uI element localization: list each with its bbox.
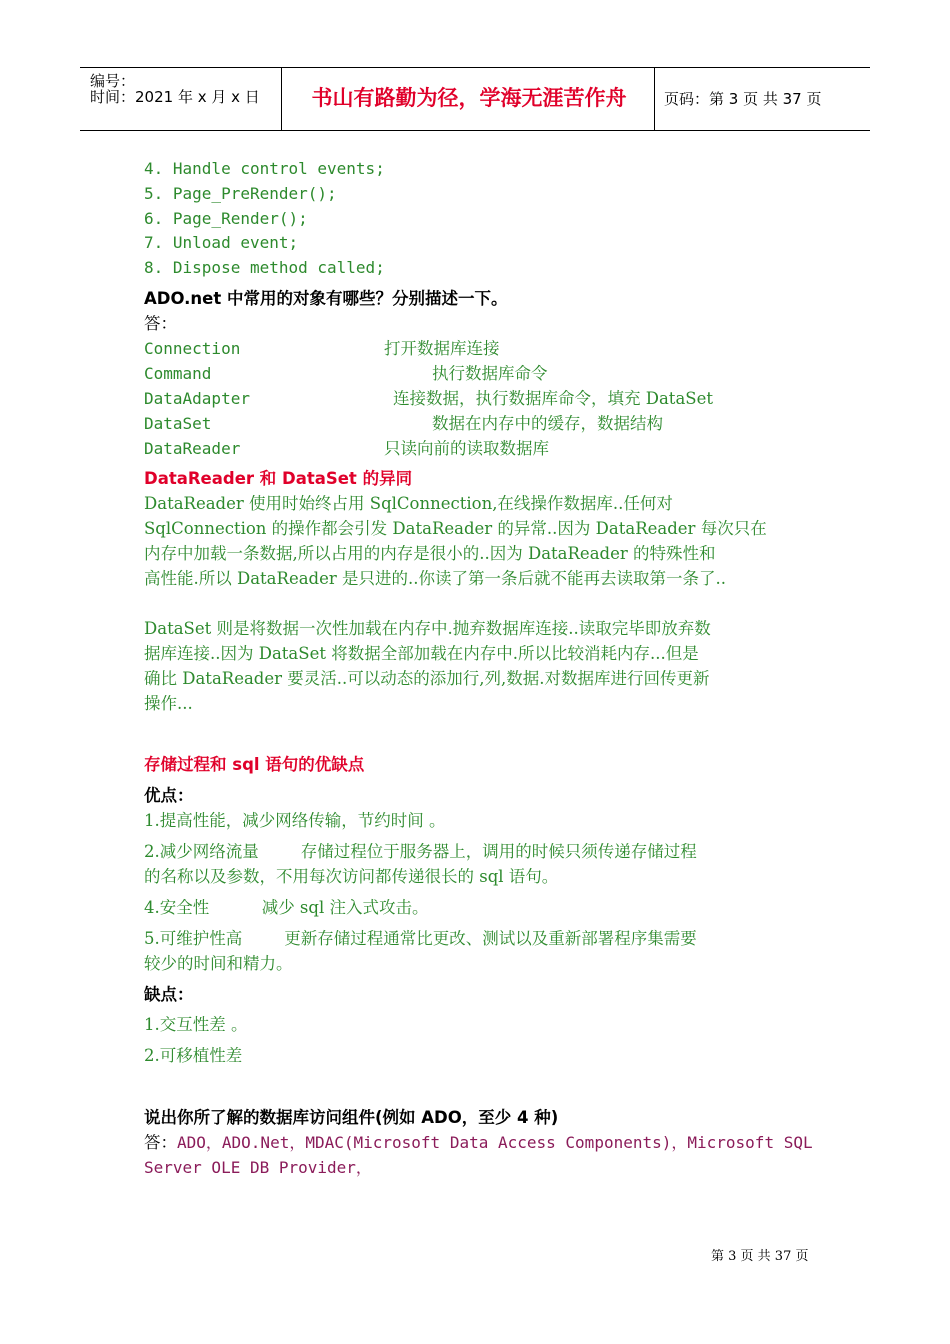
components-question: 说出你所了解的数据库访问组件(例如 ADO，至少 4 种)	[144, 1108, 559, 1127]
paragraph-line: DataReader 使用时始终占用 SqlConnection,在线操作数据库..任何对	[144, 494, 673, 513]
pros-item: 1.提高性能，减少网络传输，节约时间 。	[144, 811, 446, 830]
cons-item: 1.交互性差 。	[144, 1015, 248, 1034]
lifecycle-step: 4. Handle control events;	[144, 159, 385, 178]
ado-object-desc: 打开数据库连接	[384, 339, 500, 358]
components-answer-text: Server OLE DB Provider，	[144, 1158, 372, 1177]
lifecycle-step: 8. Dispose method called;	[144, 258, 385, 277]
header-page-number: 页码：第 3 页 共 37 页	[664, 90, 822, 108]
compare-title: DataReader 和 DataSet 的异同	[144, 469, 413, 488]
components-answer-text: ADO，ADO.Net，MDAC(Microsoft Data Access Components)，Microsoft SQL	[177, 1133, 813, 1152]
paragraph-line: SqlConnection 的操作都会引发 DataReader 的异常..因为 DataReader 每次只在	[144, 519, 767, 538]
ado-object-desc: 数据在内存中的缓存，数据结构	[432, 414, 663, 433]
ado-object-name: Command	[144, 364, 212, 383]
pros-item: 5.可维护性高 更新存储过程通常比更改、测试以及重新部署程序集需要	[144, 929, 697, 948]
pros-item: 4.安全性 减少 sql 注入式攻击。	[144, 898, 429, 917]
lifecycle-step: 5. Page_PreRender();	[144, 184, 337, 203]
pros-item: 较少的时间和精力。	[144, 954, 293, 973]
paragraph-line: 高性能.所以 DataReader 是只进的..你读了第一条后就不能再去读取第一条了..	[144, 569, 726, 588]
ado-object-name: DataAdapter	[144, 389, 250, 408]
paragraph-line: 据库连接..因为 DataSet 将数据全部加载在内存中.所以比较消耗内存...但是	[144, 644, 699, 663]
paragraph-line: DataSet 则是将数据一次性加载在内存中.抛弃数据库连接..读取完毕即放弃数	[144, 619, 711, 638]
serial-number-label: 编号：	[90, 72, 136, 90]
page-header	[80, 67, 870, 131]
time-label: 时间：2021 年 x 月 x 日	[90, 88, 260, 106]
lifecycle-step: 6. Page_Render();	[144, 209, 308, 228]
ado-object-name: DataReader	[144, 439, 241, 458]
paragraph-line: 确比 DataReader 要灵活..可以动态的添加行,列,数据.对数据库进行回传更新	[144, 669, 710, 688]
pros-item: 2.减少网络流量 存储过程位于服务器上，调用的时候只须传递存储过程	[144, 842, 697, 861]
pros-item: 的名称以及参数，不用每次访问都传递很长的 sql 语句。	[144, 867, 559, 886]
cons-label: 缺点：	[144, 985, 194, 1004]
ado-object-desc: 只读向前的读取数据库	[384, 439, 549, 458]
components-answer	[144, 1130, 813, 1155]
ado-question: ADO.net 中常用的对象有哪些？分别描述一下。	[144, 289, 508, 308]
paragraph-line: 内存中加载一条数据,所以占用的内存是很小的..因为 DataReader 的特殊性和	[144, 544, 716, 563]
answer-label: 答：	[144, 314, 177, 333]
ado-object-name: Connection	[144, 339, 241, 358]
footer-page-number: 第 3 页 共 37 页	[711, 1249, 809, 1264]
cons-item: 2.可移植性差	[144, 1046, 243, 1065]
paragraph-line: 操作...	[144, 694, 193, 713]
lifecycle-step: 7. Unload event;	[144, 233, 299, 252]
pros-label: 优点：	[144, 786, 194, 805]
ado-object-desc: 执行数据库命令	[432, 364, 548, 383]
ado-object-desc: 连接数据，执行数据库命令，填充 DataSet	[393, 389, 713, 408]
sp-title: 存储过程和 sql 语句的优缺点	[144, 755, 365, 774]
ado-object-name: DataSet	[144, 414, 212, 433]
header-motto: 书山有路勤为径，学海无涯苦作舟	[311, 86, 627, 110]
answer-label: 答：	[144, 1133, 177, 1152]
